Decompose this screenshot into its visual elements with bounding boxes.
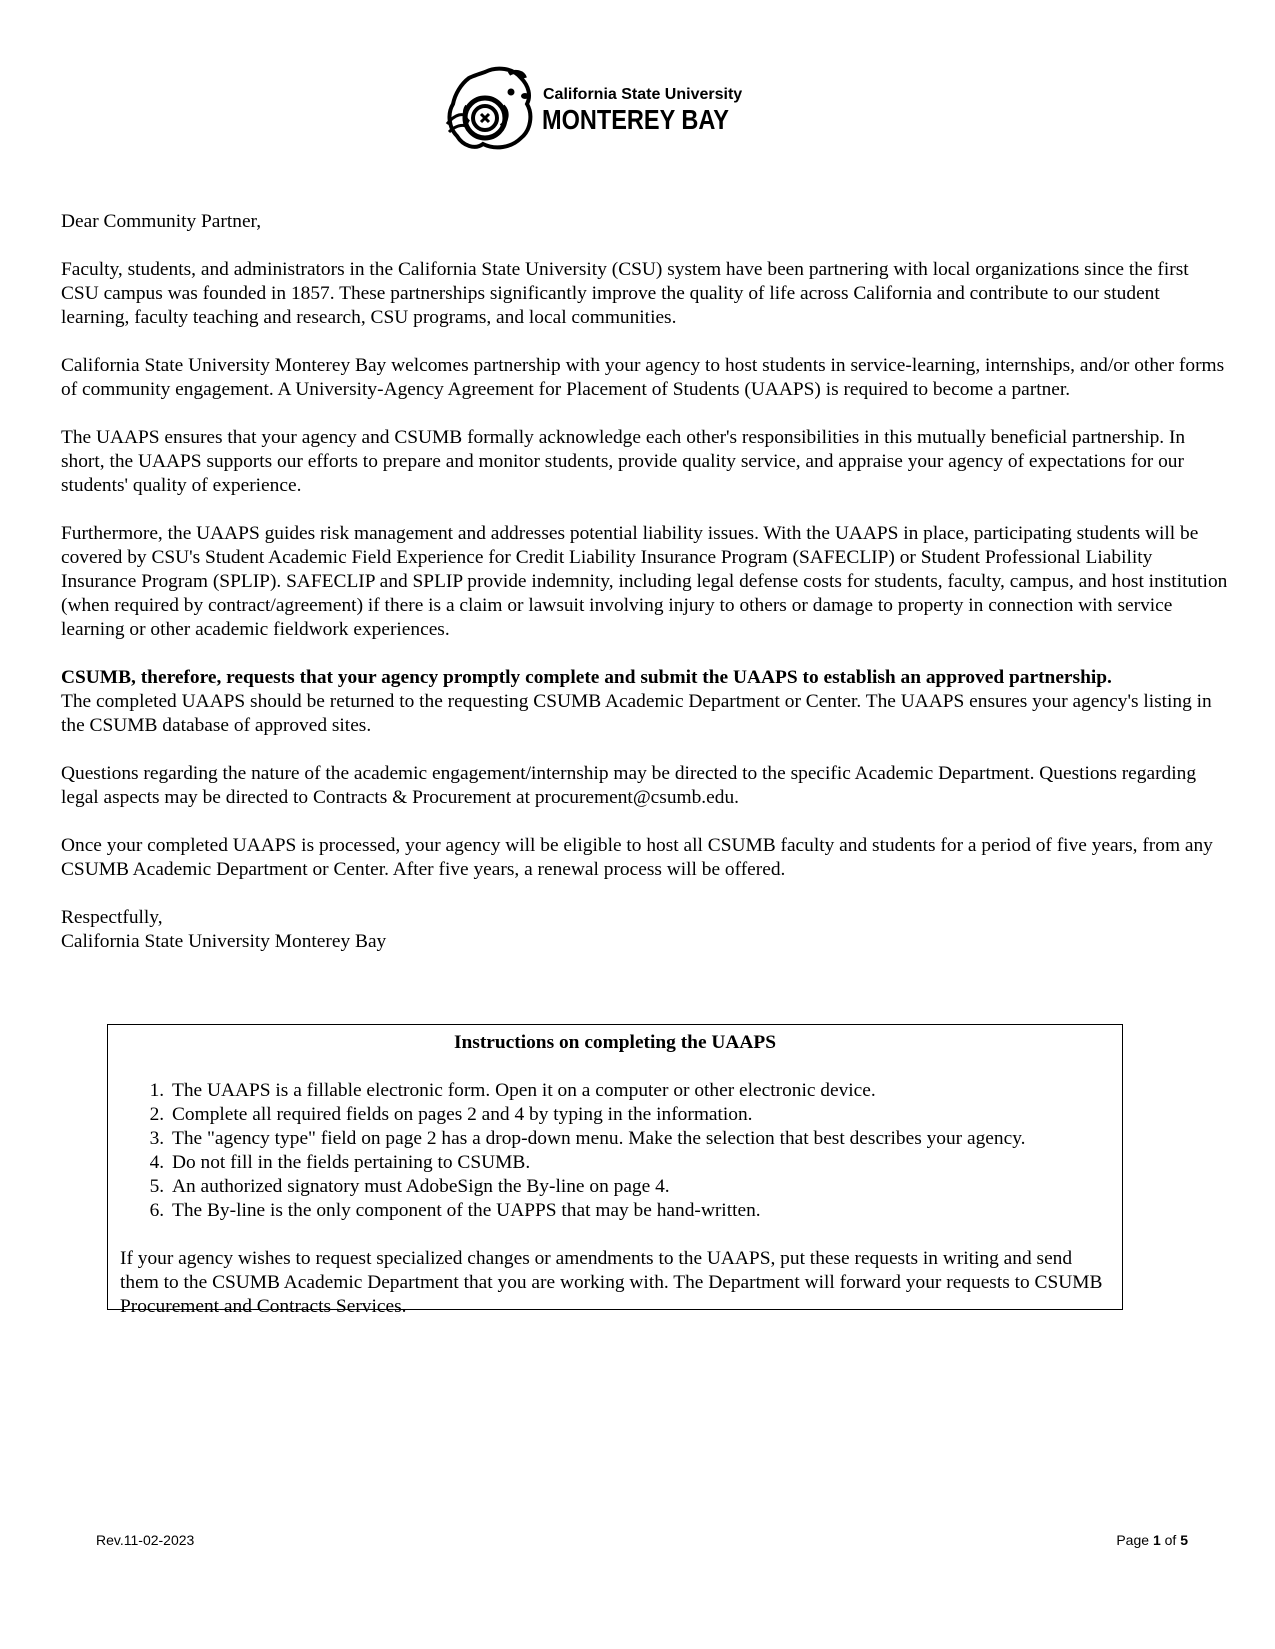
instructions-list <box>120 1079 1110 1223</box>
salutation: Dear Community Partner, <box>61 211 262 232</box>
logo-university-name: California State University <box>543 86 743 103</box>
instruction-item: 1. The UAAPS is a fillable electronic form. Open it on a computer or other electronic device. <box>169 1079 1110 1103</box>
paragraph-responsibilities: The UAAPS ensures that your agency and CSUMB formally acknowledge each other's responsibilities in this mutually beneficial partnership. In short, the UAAPS supports our efforts to prepare and monitor students, provide quality service, and appraise your agency of expectations for our students' quality of experience. <box>61 427 1186 496</box>
letter-body <box>61 210 1231 954</box>
closing: Respectfully, <box>61 907 163 928</box>
instruction-item: 3. The "agency type" field on page 2 has a drop-down menu. Make the selection that best describes your agency. <box>169 1127 1110 1151</box>
instructions-box <box>107 1024 1123 1317</box>
paragraph-csu-partnerships: Faculty, students, and administrators in the California State University (CSU) system have been partnering with local organizations since the first CSU campus was founded in 1857. These partnerships significantly improve the quality of life across California and contribute to our student learning, faculty teaching and research, CSU programs, and local communities. <box>61 259 1189 328</box>
instruction-item: 4. Do not fill in the fields pertaining to CSUMB. <box>169 1151 1110 1175</box>
paragraph-welcome: California State University Monterey Bay welcomes partnership with your agency to host students in service-learning, internships, and/or other forms of community engagement. A University-Agency Agreement for Placement of Students (UAAPS) is required to become a partner. <box>61 355 1225 400</box>
paragraph-eligibility: Once your completed UAAPS is processed, your agency will be eligible to host all CSUMB faculty and students for a period of five years, from any CSUMB Academic Department or Center. After five years, a renewal process will be offered. <box>61 835 1213 880</box>
logo-campus-name: MONTEREY BAY <box>542 104 729 135</box>
page-of: of <box>1160 1532 1181 1548</box>
instruction-item: 5. An authorized signatory must AdobeSign the By-line on page 4. <box>169 1175 1110 1199</box>
paragraph-risk-management: Furthermore, the UAAPS guides risk management and addresses potential liability issues. With the UAAPS in place, participating students will be covered by CSU's Student Academic Field Experience for Credit Liability Insurance Program (SAFECLIP) or Student Professional Liability Insurance Program (SPLIP). SAFECLIP and SPLIP provide indemnity, including legal defense costs for students, faculty, campus, and host institution (when required by contract/agreement) if there is a claim or lawsuit involving injury to others or damage to property in connection with service learning or other academic fieldwork experiences. <box>61 523 1228 640</box>
request-bold-text: CSUMB, therefore, requests that your agency promptly complete and submit the UAAPS to establish an approved partnership. <box>61 667 1112 688</box>
instructions-note: If your agency wishes to request specialized changes or amendments to the UAAPS, put these requests in writing and send them to the CSUMB Academic Department that you are working with. The Department will forward your requests to CSUMB Procurement and Contracts Services. <box>120 1248 1103 1317</box>
instruction-item: 6. The By-line is the only component of the UAPPS that may be hand-written. <box>169 1199 1110 1223</box>
page-current: 1 <box>1152 1532 1161 1548</box>
csumb-logo <box>445 66 755 156</box>
page-prefix: Page <box>1116 1532 1153 1548</box>
instructions-title: Instructions on completing the UAAPS <box>453 1032 777 1053</box>
otter-mascot-icon <box>445 66 537 156</box>
paragraph-request <box>61 666 1231 738</box>
page-number <box>1116 1532 1188 1548</box>
page-total: 5 <box>1180 1532 1188 1548</box>
revision-label: Rev.11-02-2023 <box>96 1532 195 1548</box>
instruction-item: 2. Complete all required fields on pages 2 and 4 by typing in the information. <box>169 1103 1110 1127</box>
signature: California State University Monterey Bay <box>61 931 387 952</box>
paragraph-questions: Questions regarding the nature of the academic engagement/internship may be directed to the specific Academic Department. Questions regarding legal aspects may be directed to Contracts & Procurement at procurement@csumb.edu. <box>61 763 1197 808</box>
request-details-text: The completed UAAPS should be returned to the requesting CSUMB Academic Department or Center. The UAAPS ensures your agency's listing in the CSUMB database of approved sites. <box>61 691 1212 736</box>
